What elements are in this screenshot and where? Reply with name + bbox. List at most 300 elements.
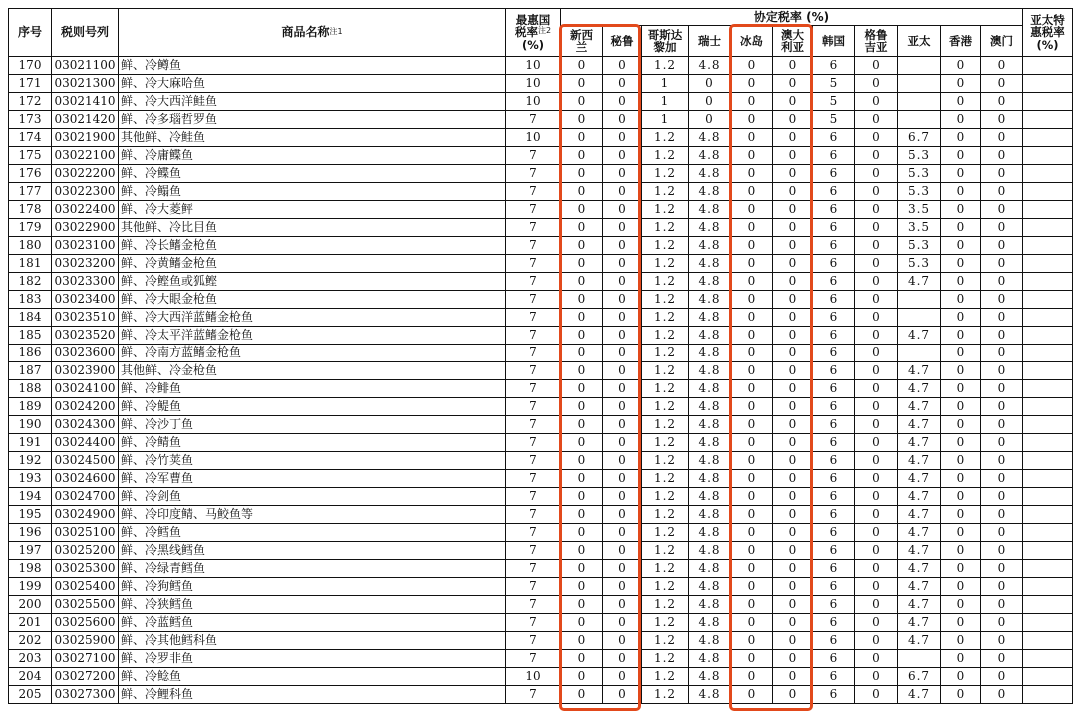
iceland-rate-cell: 0 — [731, 74, 773, 92]
peru-rate-cell: 0 — [603, 57, 642, 75]
apta-rate-cell: 5.3 — [898, 164, 941, 182]
apta-rate-cell: 4.7 — [898, 560, 941, 578]
peru-rate-cell: 0 — [603, 200, 642, 218]
apta-preferential-rate-cell — [1023, 596, 1073, 614]
mfn-rate-cell: 10 — [506, 667, 561, 685]
nz-rate-cell: 0 — [561, 488, 603, 506]
seq-cell: 204 — [9, 667, 52, 685]
apta-rate-cell: 4.7 — [898, 470, 941, 488]
nz-rate-cell: 0 — [561, 200, 603, 218]
costa-rica-rate-cell: 1.2 — [642, 434, 689, 452]
tariff-rate-table — [8, 8, 1073, 704]
peru-rate-cell: 0 — [603, 326, 642, 344]
costa-rica-rate-cell: 1.2 — [642, 362, 689, 380]
nz-rate-cell: 0 — [561, 218, 603, 236]
korea-rate-cell: 6 — [813, 182, 855, 200]
product-name-cell: 鲜、冷其他鳕科鱼 — [119, 632, 506, 650]
switzerland-rate-cell: 4.8 — [689, 506, 731, 524]
georgia-rate-cell: 0 — [855, 326, 898, 344]
apta-preferential-rate-cell — [1023, 380, 1073, 398]
switzerland-rate-cell: 4.8 — [689, 254, 731, 272]
hong-kong-rate-cell: 0 — [941, 596, 981, 614]
switzerland-rate-cell: 4.8 — [689, 200, 731, 218]
macau-rate-cell: 0 — [981, 506, 1023, 524]
header-country-australia: 澳大 利亚 — [773, 26, 813, 57]
macau-rate-cell: 0 — [981, 524, 1023, 542]
switzerland-rate-cell: 4.8 — [689, 452, 731, 470]
georgia-rate-cell: 0 — [855, 290, 898, 308]
iceland-rate-cell: 0 — [731, 596, 773, 614]
tariff-code-cell: 03021410 — [52, 92, 119, 110]
macau-rate-cell: 0 — [981, 578, 1023, 596]
tariff-code-cell: 03024200 — [52, 398, 119, 416]
australia-rate-cell: 0 — [773, 200, 813, 218]
product-name-cell: 鲜、冷大眼金枪鱼 — [119, 290, 506, 308]
hong-kong-rate-cell: 0 — [941, 236, 981, 254]
iceland-rate-cell: 0 — [731, 416, 773, 434]
seq-cell: 175 — [9, 146, 52, 164]
macau-rate-cell: 0 — [981, 74, 1023, 92]
costa-rica-rate-cell: 1.2 — [642, 326, 689, 344]
seq-cell: 205 — [9, 685, 52, 703]
korea-rate-cell: 6 — [813, 57, 855, 75]
switzerland-rate-cell: 4.8 — [689, 308, 731, 326]
georgia-rate-cell: 0 — [855, 164, 898, 182]
macau-rate-cell: 0 — [981, 632, 1023, 650]
nz-rate-cell: 0 — [561, 560, 603, 578]
table-row — [9, 344, 1073, 362]
georgia-rate-cell: 0 — [855, 632, 898, 650]
apta-rate-cell — [898, 57, 941, 75]
switzerland-rate-cell: 0 — [689, 74, 731, 92]
table-row — [9, 218, 1073, 236]
macau-rate-cell: 0 — [981, 272, 1023, 290]
table-row — [9, 560, 1073, 578]
switzerland-rate-cell: 4.8 — [689, 614, 731, 632]
apta-preferential-rate-cell — [1023, 236, 1073, 254]
tariff-code-cell: 03022200 — [52, 164, 119, 182]
hong-kong-rate-cell: 0 — [941, 74, 981, 92]
hong-kong-rate-cell: 0 — [941, 308, 981, 326]
georgia-rate-cell: 0 — [855, 272, 898, 290]
apta-rate-cell: 4.7 — [898, 398, 941, 416]
product-name-cell: 其他鲜、冷鲑鱼 — [119, 128, 506, 146]
peru-rate-cell: 0 — [603, 344, 642, 362]
nz-rate-cell: 0 — [561, 344, 603, 362]
georgia-rate-cell: 0 — [855, 470, 898, 488]
product-name-cell: 鲜、冷黑线鳕鱼 — [119, 542, 506, 560]
switzerland-rate-cell: 4.8 — [689, 236, 731, 254]
hong-kong-rate-cell: 0 — [941, 272, 981, 290]
apta-rate-cell: 4.7 — [898, 685, 941, 703]
australia-rate-cell: 0 — [773, 614, 813, 632]
seq-cell: 202 — [9, 632, 52, 650]
apta-preferential-rate-cell — [1023, 92, 1073, 110]
switzerland-rate-cell: 4.8 — [689, 380, 731, 398]
costa-rica-rate-cell: 1.2 — [642, 560, 689, 578]
korea-rate-cell: 6 — [813, 685, 855, 703]
hong-kong-rate-cell: 0 — [941, 146, 981, 164]
australia-rate-cell: 0 — [773, 560, 813, 578]
product-name-cell: 鲜、冷鳀鱼 — [119, 398, 506, 416]
header-country-hong-kong: 香港 — [941, 26, 981, 57]
georgia-rate-cell: 0 — [855, 200, 898, 218]
nz-rate-cell: 0 — [561, 92, 603, 110]
tariff-code-cell: 03023510 — [52, 308, 119, 326]
korea-rate-cell: 6 — [813, 326, 855, 344]
costa-rica-rate-cell: 1 — [642, 92, 689, 110]
australia-rate-cell: 0 — [773, 92, 813, 110]
peru-rate-cell: 0 — [603, 506, 642, 524]
apta-preferential-rate-cell — [1023, 146, 1073, 164]
apta-rate-cell: 4.7 — [898, 542, 941, 560]
iceland-rate-cell: 0 — [731, 506, 773, 524]
switzerland-rate-cell: 4.8 — [689, 128, 731, 146]
mfn-rate-cell: 7 — [506, 470, 561, 488]
macau-rate-cell: 0 — [981, 344, 1023, 362]
tariff-table-container — [8, 8, 1073, 704]
product-name-cell: 鲜、冷鲣鱼或狐鲣 — [119, 272, 506, 290]
table-row — [9, 200, 1073, 218]
hong-kong-rate-cell: 0 — [941, 398, 981, 416]
tariff-code-cell: 03025500 — [52, 596, 119, 614]
peru-rate-cell: 0 — [603, 398, 642, 416]
product-name-cell: 鲜、冷沙丁鱼 — [119, 416, 506, 434]
mfn-rate-cell: 7 — [506, 218, 561, 236]
costa-rica-rate-cell: 1.2 — [642, 632, 689, 650]
seq-cell: 199 — [9, 578, 52, 596]
korea-rate-cell: 6 — [813, 488, 855, 506]
switzerland-rate-cell: 4.8 — [689, 218, 731, 236]
product-name-cell: 鲜、冷长鳍金枪鱼 — [119, 236, 506, 254]
table-row — [9, 506, 1073, 524]
korea-rate-cell: 6 — [813, 236, 855, 254]
mfn-rate-cell: 7 — [506, 685, 561, 703]
seq-cell: 182 — [9, 272, 52, 290]
apta-preferential-rate-cell — [1023, 344, 1073, 362]
peru-rate-cell: 0 — [603, 254, 642, 272]
costa-rica-rate-cell: 1.2 — [642, 218, 689, 236]
apta-rate-cell: 4.7 — [898, 614, 941, 632]
apta-preferential-rate-cell — [1023, 200, 1073, 218]
costa-rica-rate-cell: 1.2 — [642, 685, 689, 703]
apta-preferential-rate-cell — [1023, 506, 1073, 524]
macau-rate-cell: 0 — [981, 560, 1023, 578]
peru-rate-cell: 0 — [603, 560, 642, 578]
tariff-code-cell: 03024700 — [52, 488, 119, 506]
korea-rate-cell: 6 — [813, 200, 855, 218]
table-row — [9, 326, 1073, 344]
switzerland-rate-cell: 4.8 — [689, 398, 731, 416]
apta-rate-cell: 3.5 — [898, 200, 941, 218]
table-row — [9, 685, 1073, 703]
peru-rate-cell: 0 — [603, 434, 642, 452]
apta-preferential-rate-cell — [1023, 488, 1073, 506]
tariff-code-cell: 03021420 — [52, 110, 119, 128]
nz-rate-cell: 0 — [561, 667, 603, 685]
iceland-rate-cell: 0 — [731, 344, 773, 362]
table-row — [9, 362, 1073, 380]
switzerland-rate-cell: 0 — [689, 92, 731, 110]
apta-rate-cell: 4.7 — [898, 452, 941, 470]
peru-rate-cell: 0 — [603, 272, 642, 290]
iceland-rate-cell: 0 — [731, 254, 773, 272]
mfn-rate-cell: 7 — [506, 632, 561, 650]
product-name-cell: 鲜、冷鳟鱼 — [119, 57, 506, 75]
peru-rate-cell: 0 — [603, 596, 642, 614]
apta-preferential-rate-cell — [1023, 218, 1073, 236]
mfn-rate-cell: 7 — [506, 524, 561, 542]
product-name-cell: 鲜、冷鳎鱼 — [119, 182, 506, 200]
australia-rate-cell: 0 — [773, 74, 813, 92]
apta-preferential-rate-cell — [1023, 128, 1073, 146]
switzerland-rate-cell: 0 — [689, 110, 731, 128]
australia-rate-cell: 0 — [773, 470, 813, 488]
korea-rate-cell: 6 — [813, 649, 855, 667]
australia-rate-cell: 0 — [773, 182, 813, 200]
australia-rate-cell: 0 — [773, 218, 813, 236]
switzerland-rate-cell: 4.8 — [689, 57, 731, 75]
costa-rica-rate-cell: 1.2 — [642, 667, 689, 685]
georgia-rate-cell: 0 — [855, 380, 898, 398]
australia-rate-cell: 0 — [773, 110, 813, 128]
iceland-rate-cell: 0 — [731, 110, 773, 128]
seq-cell: 191 — [9, 434, 52, 452]
costa-rica-rate-cell: 1.2 — [642, 254, 689, 272]
apta-rate-cell: 4.7 — [898, 362, 941, 380]
table-row — [9, 524, 1073, 542]
macau-rate-cell: 0 — [981, 308, 1023, 326]
apta-rate-cell — [898, 92, 941, 110]
seq-cell: 170 — [9, 57, 52, 75]
switzerland-rate-cell: 4.8 — [689, 434, 731, 452]
mfn-rate-cell: 7 — [506, 344, 561, 362]
macau-rate-cell: 0 — [981, 452, 1023, 470]
table-row — [9, 290, 1073, 308]
seq-cell: 200 — [9, 596, 52, 614]
iceland-rate-cell: 0 — [731, 542, 773, 560]
macau-rate-cell: 0 — [981, 254, 1023, 272]
nz-rate-cell: 0 — [561, 470, 603, 488]
product-name-cell: 鲜、冷鳕鱼 — [119, 524, 506, 542]
costa-rica-rate-cell: 1 — [642, 110, 689, 128]
switzerland-rate-cell: 4.8 — [689, 182, 731, 200]
table-row — [9, 434, 1073, 452]
apta-rate-cell: 4.7 — [898, 578, 941, 596]
australia-rate-cell: 0 — [773, 308, 813, 326]
switzerland-rate-cell: 4.8 — [689, 685, 731, 703]
korea-rate-cell: 6 — [813, 362, 855, 380]
peru-rate-cell: 0 — [603, 74, 642, 92]
georgia-rate-cell: 0 — [855, 416, 898, 434]
switzerland-rate-cell: 4.8 — [689, 164, 731, 182]
seq-cell: 190 — [9, 416, 52, 434]
apta-preferential-rate-cell — [1023, 632, 1073, 650]
georgia-rate-cell: 0 — [855, 488, 898, 506]
australia-rate-cell: 0 — [773, 596, 813, 614]
nz-rate-cell: 0 — [561, 398, 603, 416]
iceland-rate-cell: 0 — [731, 685, 773, 703]
tariff-code-cell: 03025900 — [52, 632, 119, 650]
table-row — [9, 452, 1073, 470]
hong-kong-rate-cell: 0 — [941, 218, 981, 236]
product-name-cell: 鲜、冷鲽鱼 — [119, 164, 506, 182]
product-name-cell: 其他鲜、冷金枪鱼 — [119, 362, 506, 380]
nz-rate-cell: 0 — [561, 434, 603, 452]
switzerland-rate-cell: 4.8 — [689, 632, 731, 650]
seq-cell: 185 — [9, 326, 52, 344]
macau-rate-cell: 0 — [981, 110, 1023, 128]
korea-rate-cell: 5 — [813, 110, 855, 128]
nz-rate-cell: 0 — [561, 254, 603, 272]
table-row — [9, 254, 1073, 272]
iceland-rate-cell: 0 — [731, 452, 773, 470]
georgia-rate-cell: 0 — [855, 308, 898, 326]
seq-cell: 179 — [9, 218, 52, 236]
costa-rica-rate-cell: 1.2 — [642, 506, 689, 524]
apta-rate-cell: 5.3 — [898, 146, 941, 164]
product-name-cell: 鲜、冷绿青鳕鱼 — [119, 560, 506, 578]
georgia-rate-cell: 0 — [855, 506, 898, 524]
macau-rate-cell: 0 — [981, 398, 1023, 416]
tariff-code-cell: 03021300 — [52, 74, 119, 92]
tariff-code-cell: 03024900 — [52, 506, 119, 524]
seq-cell: 187 — [9, 362, 52, 380]
tariff-code-cell: 03023900 — [52, 362, 119, 380]
peru-rate-cell: 0 — [603, 218, 642, 236]
australia-rate-cell: 0 — [773, 649, 813, 667]
tariff-code-cell: 03023300 — [52, 272, 119, 290]
product-name-cell: 鲜、冷鲶鱼 — [119, 667, 506, 685]
iceland-rate-cell: 0 — [731, 146, 773, 164]
australia-rate-cell: 0 — [773, 452, 813, 470]
seq-cell: 196 — [9, 524, 52, 542]
mfn-rate-cell: 7 — [506, 596, 561, 614]
apta-rate-cell: 6.7 — [898, 667, 941, 685]
iceland-rate-cell: 0 — [731, 218, 773, 236]
table-row — [9, 470, 1073, 488]
macau-rate-cell: 0 — [981, 218, 1023, 236]
tariff-code-cell: 03027300 — [52, 685, 119, 703]
peru-rate-cell: 0 — [603, 488, 642, 506]
hong-kong-rate-cell: 0 — [941, 614, 981, 632]
macau-rate-cell: 0 — [981, 380, 1023, 398]
apta-rate-cell — [898, 110, 941, 128]
hong-kong-rate-cell: 0 — [941, 290, 981, 308]
tariff-code-cell: 03021100 — [52, 57, 119, 75]
costa-rica-rate-cell: 1.2 — [642, 649, 689, 667]
header-product-name: 商品名称$^{注1}$ — [119, 9, 506, 57]
hong-kong-rate-cell: 0 — [941, 542, 981, 560]
australia-rate-cell: 0 — [773, 578, 813, 596]
apta-preferential-rate-cell — [1023, 362, 1073, 380]
seq-cell: 197 — [9, 542, 52, 560]
hong-kong-rate-cell: 0 — [941, 128, 981, 146]
korea-rate-cell: 6 — [813, 524, 855, 542]
seq-cell: 195 — [9, 506, 52, 524]
tariff-code-cell: 03022900 — [52, 218, 119, 236]
mfn-rate-cell: 7 — [506, 272, 561, 290]
tariff-code-cell: 03024600 — [52, 470, 119, 488]
product-name-cell: 其他鲜、冷比目鱼 — [119, 218, 506, 236]
costa-rica-rate-cell: 1.2 — [642, 380, 689, 398]
peru-rate-cell: 0 — [603, 667, 642, 685]
product-name-cell: 鲜、冷鲭鱼 — [119, 434, 506, 452]
apta-rate-cell: 4.7 — [898, 434, 941, 452]
peru-rate-cell: 0 — [603, 416, 642, 434]
switzerland-rate-cell: 4.8 — [689, 596, 731, 614]
hong-kong-rate-cell: 0 — [941, 200, 981, 218]
peru-rate-cell: 0 — [603, 614, 642, 632]
costa-rica-rate-cell: 1.2 — [642, 542, 689, 560]
costa-rica-rate-cell: 1.2 — [642, 398, 689, 416]
table-row — [9, 308, 1073, 326]
iceland-rate-cell: 0 — [731, 200, 773, 218]
hong-kong-rate-cell: 0 — [941, 254, 981, 272]
macau-rate-cell: 0 — [981, 146, 1023, 164]
product-name-cell: 鲜、冷多瑙哲罗鱼 — [119, 110, 506, 128]
seq-cell: 181 — [9, 254, 52, 272]
macau-rate-cell: 0 — [981, 182, 1023, 200]
hong-kong-rate-cell: 0 — [941, 578, 981, 596]
product-name-cell: 鲜、冷蓝鳕鱼 — [119, 614, 506, 632]
korea-rate-cell: 6 — [813, 308, 855, 326]
seq-cell: 173 — [9, 110, 52, 128]
mfn-rate-cell: 7 — [506, 110, 561, 128]
macau-rate-cell: 0 — [981, 488, 1023, 506]
georgia-rate-cell: 0 — [855, 128, 898, 146]
table-row — [9, 649, 1073, 667]
mfn-rate-cell: 7 — [506, 326, 561, 344]
peru-rate-cell: 0 — [603, 128, 642, 146]
iceland-rate-cell: 0 — [731, 128, 773, 146]
korea-rate-cell: 6 — [813, 272, 855, 290]
apta-preferential-rate-cell — [1023, 452, 1073, 470]
iceland-rate-cell: 0 — [731, 560, 773, 578]
georgia-rate-cell: 0 — [855, 452, 898, 470]
apta-preferential-rate-cell — [1023, 57, 1073, 75]
seq-cell: 178 — [9, 200, 52, 218]
costa-rica-rate-cell: 1.2 — [642, 596, 689, 614]
seq-cell: 193 — [9, 470, 52, 488]
header-country-iceland: 冰岛 — [731, 26, 773, 57]
apta-preferential-rate-cell — [1023, 578, 1073, 596]
korea-rate-cell: 5 — [813, 92, 855, 110]
seq-cell: 189 — [9, 398, 52, 416]
tariff-code-cell: 03021900 — [52, 128, 119, 146]
nz-rate-cell: 0 — [561, 57, 603, 75]
apta-rate-cell — [898, 649, 941, 667]
mfn-rate-cell: 7 — [506, 290, 561, 308]
table-row — [9, 614, 1073, 632]
macau-rate-cell: 0 — [981, 326, 1023, 344]
product-name-cell: 鲜、冷狗鳕鱼 — [119, 578, 506, 596]
apta-rate-cell: 4.7 — [898, 596, 941, 614]
peru-rate-cell: 0 — [603, 542, 642, 560]
switzerland-rate-cell: 4.8 — [689, 649, 731, 667]
header-country-apta: 亚太 — [898, 26, 941, 57]
apta-preferential-rate-cell — [1023, 74, 1073, 92]
mfn-rate-cell: 10 — [506, 74, 561, 92]
peru-rate-cell: 0 — [603, 649, 642, 667]
mfn-rate-cell: 10 — [506, 57, 561, 75]
apta-preferential-rate-cell — [1023, 254, 1073, 272]
table-row — [9, 57, 1073, 75]
apta-preferential-rate-cell — [1023, 560, 1073, 578]
apta-rate-cell: 4.7 — [898, 524, 941, 542]
apta-rate-cell: 5.3 — [898, 254, 941, 272]
apta-preferential-rate-cell — [1023, 308, 1073, 326]
